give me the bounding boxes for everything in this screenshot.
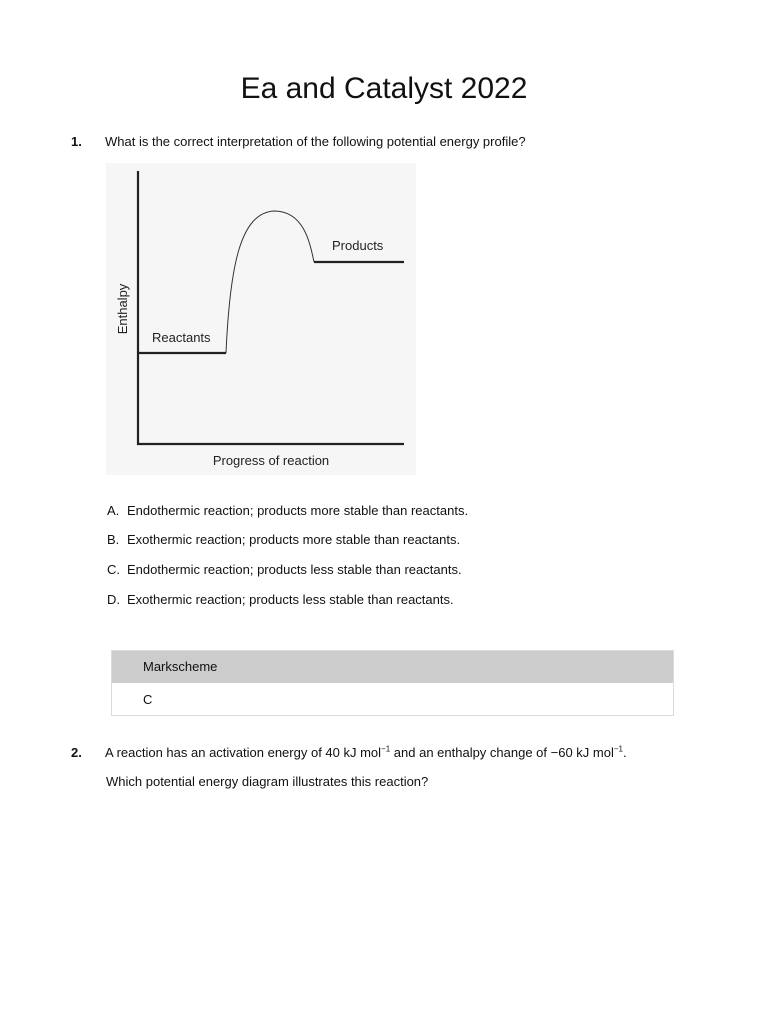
option-letter: D.	[107, 592, 120, 607]
question-2-subtext: Which potential energy diagram illustrates this reaction?	[106, 774, 429, 789]
question-1-text: What is the correct interpretation of the following potential energy profile?	[105, 134, 526, 149]
question-2-text-part3: .	[622, 745, 627, 760]
option-text: Exothermic reaction; products more stable than reactants.	[127, 532, 461, 547]
markscheme-header: Markscheme	[112, 651, 673, 683]
reactants-label: Reactants	[152, 330, 211, 345]
option-b[interactable]	[107, 532, 460, 547]
option-letter: A.	[107, 503, 120, 518]
option-letter: B.	[107, 532, 120, 547]
products-label: Products	[332, 238, 384, 253]
markscheme-box	[111, 650, 674, 716]
energy-profile-figure	[106, 163, 416, 475]
y-axis-label: Enthalpy	[115, 283, 130, 335]
option-d[interactable]	[107, 592, 454, 607]
page-title: Ea and Catalyst 2022	[240, 72, 528, 105]
option-text: Exothermic reaction; products less stable than reactants.	[127, 592, 454, 607]
question-2-text-part2: and an enthalpy change of −60 kJ mol	[390, 745, 614, 760]
question-2-text	[105, 745, 627, 760]
option-c[interactable]	[107, 562, 462, 577]
exponent: −1	[381, 744, 391, 754]
option-letter: C.	[107, 562, 120, 577]
question-2-text-part1: A reaction has an activation energy of 40 kJ mol	[105, 745, 382, 760]
energy-profile-diagram	[106, 163, 416, 475]
markscheme-answer: C	[143, 692, 153, 707]
option-a[interactable]	[107, 503, 468, 518]
question-2-number: 2.	[71, 745, 82, 760]
question-1-number: 1.	[71, 134, 82, 149]
exponent: −1	[613, 744, 623, 754]
x-axis-label: Progress of reaction	[212, 453, 330, 468]
option-text: Endothermic reaction; products more stable than reactants.	[127, 503, 469, 518]
option-text: Endothermic reaction; products less stable than reactants.	[127, 562, 462, 577]
energy-curve	[226, 211, 314, 353]
